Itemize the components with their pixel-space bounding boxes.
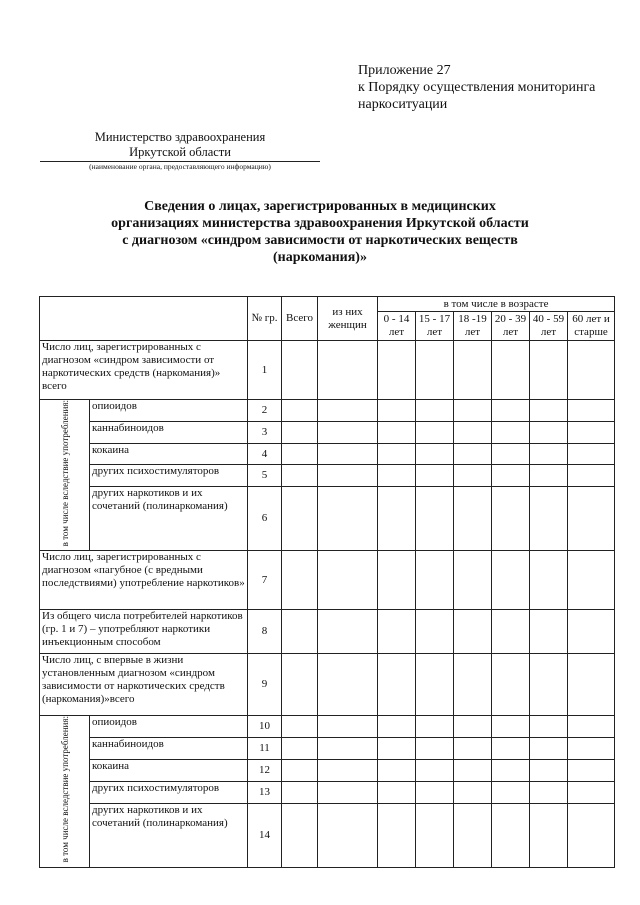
table-row bbox=[40, 781, 615, 803]
document-title-line-1: Сведения о лицах, зарегистрированных в медицинских bbox=[144, 199, 496, 214]
row-label: других психостимуляторов bbox=[90, 781, 248, 803]
row-label: Число лиц, с впервые в жизни установленным диагнозом «синдром зависимости от наркотических средств (наркомания)»всего bbox=[40, 654, 248, 716]
row-number: 5 bbox=[248, 465, 282, 487]
header-age-40-59: 40 - 59 лет bbox=[530, 312, 568, 341]
row-number: 6 bbox=[248, 487, 282, 551]
header-age-15-17: 15 - 17 лет bbox=[416, 312, 454, 341]
table-row bbox=[40, 465, 615, 487]
row-label: Из общего числа потребителей наркотиков (гр. 1 и 7) – употребляют наркотики инъекционным способом bbox=[40, 610, 248, 654]
row-label: Число лиц, зарегистрированных с диагнозом «пагубное (с вредными последствиями) употребление наркотиков» bbox=[40, 551, 248, 610]
table-row bbox=[40, 803, 615, 867]
table-row bbox=[40, 421, 615, 443]
organization-hint: (наименование органа, предоставляющего информацию) bbox=[89, 162, 271, 171]
document-title-line-2: организациях министерства здравоохранения Иркутской области bbox=[111, 216, 529, 231]
header-age-18-19: 18 -19 лет bbox=[454, 312, 492, 341]
row-number: 1 bbox=[248, 341, 282, 400]
row-number: 13 bbox=[248, 781, 282, 803]
row-number: 14 bbox=[248, 803, 282, 867]
row-number: 8 bbox=[248, 610, 282, 654]
row-number: 12 bbox=[248, 760, 282, 782]
table-row bbox=[40, 610, 615, 654]
header-total: Всего bbox=[282, 297, 318, 341]
row-label: кокаина bbox=[90, 443, 248, 465]
table-row bbox=[40, 760, 615, 782]
organization-block bbox=[40, 130, 320, 172]
header-age-group: в том числе в возрасте bbox=[378, 297, 615, 312]
row-number: 7 bbox=[248, 551, 282, 610]
row-label: других психостимуляторов bbox=[90, 465, 248, 487]
table-row bbox=[40, 443, 615, 465]
row-number: 9 bbox=[248, 654, 282, 716]
appendix-line-2: к Порядку осуществления мониторинга bbox=[358, 80, 596, 95]
document-title-line-4: (наркомания)» bbox=[273, 250, 367, 265]
row-label: опиоидов bbox=[90, 400, 248, 422]
row-number: 3 bbox=[248, 421, 282, 443]
header-empty-cell bbox=[40, 297, 248, 341]
included-group-label-1: в том числе вследствие употребления: bbox=[40, 400, 90, 551]
row-label: опиоидов bbox=[90, 716, 248, 738]
table-row bbox=[40, 341, 615, 400]
row-label: каннабиноидов bbox=[90, 738, 248, 760]
row-label: Число лиц, зарегистрированных с диагнозом «синдром зависимости от наркотических средств (наркомания)» всего bbox=[40, 341, 248, 400]
row-label: других наркотиков и их сочетаний (полинаркомания) bbox=[90, 803, 248, 867]
table-row bbox=[40, 654, 615, 716]
organization-name-line-1: Министерство здравоохранения bbox=[94, 130, 266, 144]
appendix-line-1: Приложение 27 bbox=[358, 63, 451, 78]
organization-name-line-2: Иркутской области bbox=[129, 145, 231, 159]
table-row bbox=[40, 487, 615, 551]
header-age-60-plus: 60 лет и старше bbox=[568, 312, 615, 341]
row-number: 2 bbox=[248, 400, 282, 422]
table-row bbox=[40, 716, 615, 738]
row-label: каннабиноидов bbox=[90, 421, 248, 443]
statistics-table bbox=[39, 296, 615, 868]
row-number: 10 bbox=[248, 716, 282, 738]
document-title-line-3: с диагнозом «синдром зависимости от наркотических веществ bbox=[122, 233, 518, 248]
row-label: других наркотиков и их сочетаний (полинаркомания) bbox=[90, 487, 248, 551]
header-age-0-14: 0 - 14 лет bbox=[378, 312, 416, 341]
row-number: 4 bbox=[248, 443, 282, 465]
appendix-line-3: наркоситуации bbox=[358, 97, 448, 112]
document-title bbox=[60, 198, 580, 266]
row-label: кокаина bbox=[90, 760, 248, 782]
table-row bbox=[40, 551, 615, 610]
row-number: 11 bbox=[248, 738, 282, 760]
table-row bbox=[40, 738, 615, 760]
header-number: № гр. bbox=[248, 297, 282, 341]
header-women: из них женщин bbox=[318, 297, 378, 341]
appendix-block bbox=[358, 62, 634, 113]
table-row bbox=[40, 400, 615, 422]
header-age-20-39: 20 - 39 лет bbox=[492, 312, 530, 341]
included-group-label-2: в том числе вследствие употребления: bbox=[40, 716, 90, 867]
